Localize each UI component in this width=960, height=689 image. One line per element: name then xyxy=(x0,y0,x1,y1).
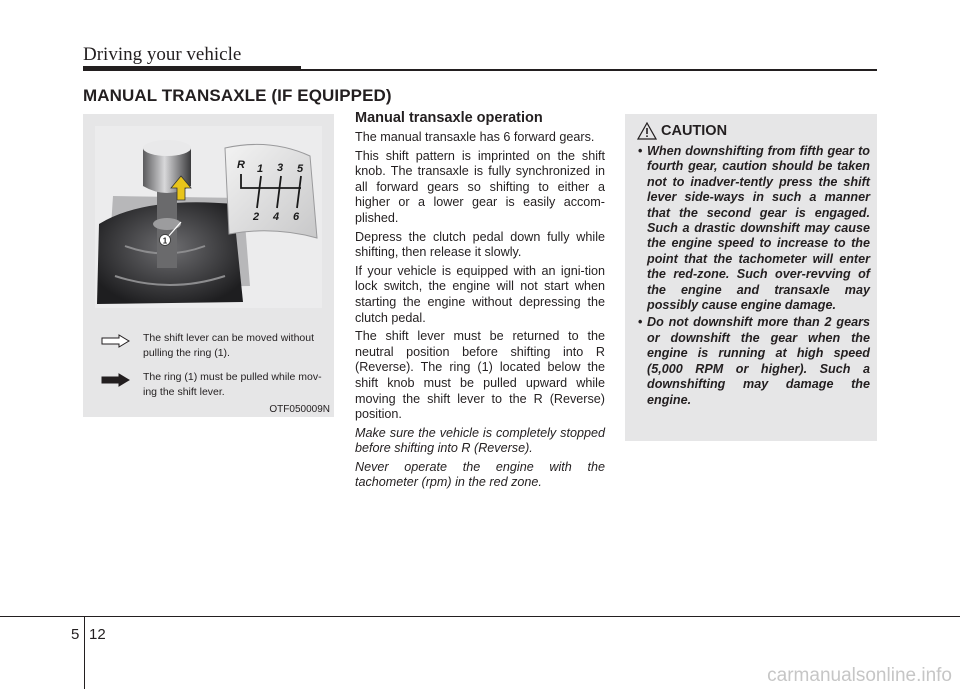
solid-arrow-icon xyxy=(101,373,131,387)
figure-panel xyxy=(83,114,334,417)
caption-pull: The ring (1) must be pulled while mov-ing the shift lever. xyxy=(143,371,322,398)
outline-arrow-icon xyxy=(101,334,131,348)
caution-item: • When downshifting from fifth gear to fourth gear, caution should be taken not to inadver-tently press the shift lever side-ways in such a manner that the second gear is engaged. Such a drastic downshift may cause the engine speed to increase to the point that the tachometer will enter the red-zone. Such over-revving of the engine and transaxle may possibly cause engine damage. xyxy=(633,144,870,313)
gear-label-4: 4 xyxy=(273,211,280,223)
footer-divider xyxy=(84,616,85,689)
figure-code: OTF050009N xyxy=(269,404,330,415)
operation-paragraph: Depress the clutch pedal down fully while shifting, then release it slowly. xyxy=(355,229,605,260)
operation-paragraph: If your vehicle is equipped with an igni-tion lock switch, the engine will not start when starting the engine without depressing the clutch pedal. xyxy=(355,263,605,325)
shift-knob-photo xyxy=(95,126,322,308)
warning-triangle-icon xyxy=(637,122,657,140)
footer-rule xyxy=(0,616,960,617)
section-title: MANUAL TRANSAXLE (IF EQUIPPED) xyxy=(83,86,392,105)
gear-label-5: 5 xyxy=(297,163,304,175)
ring-callout-label: 1 xyxy=(162,236,168,246)
gear-label-3: 3 xyxy=(277,162,284,174)
gear-label-r: R xyxy=(237,159,245,171)
operation-title: Manual transaxle operation xyxy=(355,110,543,126)
gear-label-2: 2 xyxy=(253,211,260,223)
caution-item: • Do not downshift more than 2 gears or downshift the gear when the engine is running at high speed (5,000 RPM or higher). Such a downshifting may damage the engine. xyxy=(633,315,870,407)
page-header-title: Driving your vehicle xyxy=(83,44,242,65)
gear-label-1: 1 xyxy=(257,163,264,175)
caption-no-pull: The shift lever can be moved without pulling the ring (1). xyxy=(143,332,315,359)
operation-note: Make sure the vehicle is completely stopped before shifting into R (Reverse). xyxy=(355,425,605,456)
operation-paragraph: The shift lever must be returned to the neutral position before shifting into R (Reverse). The ring (1) located below the shift knob must be pulled upward while moving the shift lever to the R (Reverse) position. xyxy=(355,329,605,422)
page-number: 12 xyxy=(89,626,106,643)
caption-row-no-pull xyxy=(101,331,335,361)
header-rule-thick xyxy=(83,66,301,71)
shift-knob-illustration xyxy=(95,126,322,308)
operation-paragraph: The manual transaxle has 6 forward gears. xyxy=(355,130,595,144)
operation-column xyxy=(355,110,605,494)
caption-row-pull xyxy=(101,370,335,400)
caution-header xyxy=(637,122,727,140)
header-rule-thin xyxy=(301,69,877,71)
caution-title: CAUTION xyxy=(661,123,728,139)
watermark-text: carmanualsonline.info xyxy=(767,665,952,686)
operation-paragraph: This shift pattern is imprinted on the shift knob. The transaxle is fully synchronized in all forward gears so shifting to either a higher or a lower gear is easily accom-plished. xyxy=(355,148,605,225)
caution-box xyxy=(625,114,877,441)
gear-label-6: 6 xyxy=(293,211,300,223)
caution-list xyxy=(633,144,870,410)
operation-note: Never operate the engine with the tachometer (rpm) in the red zone. xyxy=(355,459,605,490)
chapter-number: 5 xyxy=(71,626,80,643)
